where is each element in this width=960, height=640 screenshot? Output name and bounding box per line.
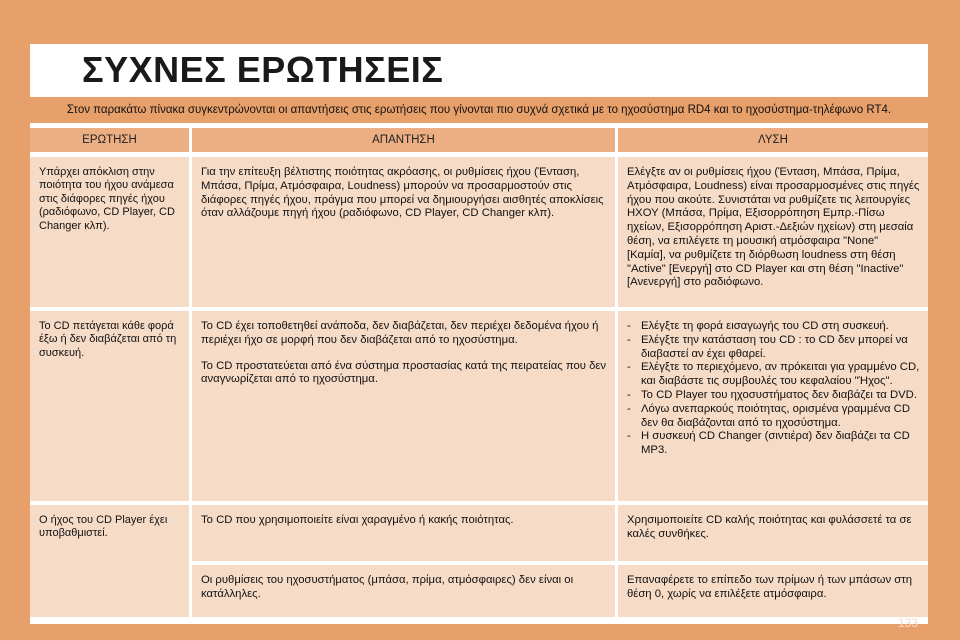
row3-question: [30, 505, 189, 617]
solution-item: - Το CD Player του ηχοσυστήματος δεν διαβάζει τα DVD.: [627, 389, 920, 403]
row2-answer-paragraph-2: Το CD προστατεύεται από ένα σύστημα προστασίας κατά της πειρατείας που δεν αναγνωρίζεται από το ηχοσύστημα.: [201, 359, 607, 386]
solution-item: - Ελέγξτε το περιεχόμενο, αν πρόκειται για γραμμένο CD, και διαβάστε τις συμβουλές του κεφαλαίου "Ήχος".: [627, 361, 920, 389]
row3b-solution-text: Επαναφέρετε το επίπεδο των πρίμων ή των μπάσων στη θέση 0, χωρίς να επιλέξετε ατμόσφαιρα.: [627, 574, 913, 600]
row2-answer: [192, 311, 615, 501]
header-solution: ΛΥΣΗ: [618, 128, 928, 152]
row2-solution: [618, 311, 928, 501]
header-question: ΕΡΩΤΗΣΗ: [30, 128, 189, 152]
row2-question-text: Το CD πετάγεται κάθε φορά έξω ή δεν διαβάζεται από τη συσκευή.: [39, 320, 177, 359]
row3a-solution: [618, 505, 928, 561]
solution-item: - Ελέγξτε τη φορά εισαγωγής του CD στη συσκευή.: [627, 320, 920, 334]
row3b-answer: [192, 565, 615, 617]
row1-question-text: Υπάρχει απόκλιση στην ποιότητα του ήχου ανάμεσα στις διάφορες πηγές ήχου (ραδιόφωνο, CD Player, CD Changer κλπ).: [39, 166, 175, 232]
row1-solution: [618, 157, 928, 307]
row2-answer-paragraph-1: Το CD έχει τοποθετηθεί ανάποδα, δεν διαβάζεται, δεν περιέχει δεδομένα ήχου ή περιέχει ήχο σε μορφή που δεν διαβάζεται από το ηχοσύστημα.: [201, 320, 599, 346]
row3a-answer-text: Το CD που χρησιμοποιείτε είναι χαραγμένο ή κακής ποιότητας.: [201, 514, 514, 526]
page-number: 133: [897, 616, 918, 630]
row3b-solution: [618, 565, 928, 617]
intro-banner: Στον παρακάτω πίνακα συγκεντρώνονται οι απαντήσεις στις ερωτήσεις που γίνονται πιο συχνά σχετικά με το ηχοσύστημα RD4 και το ηχοσύστημα-τηλέφωνο RT4.: [30, 97, 928, 123]
header-answer: ΑΠΑΝΤΗΣΗ: [192, 128, 615, 152]
row2-question: [30, 311, 189, 501]
solution-item: - Ελέγξτε την κατάσταση του CD : το CD δεν μπορεί να διαβαστεί αν έχει φθαρεί.: [627, 334, 920, 362]
row1-solution-text: Ελέγξτε αν οι ρυθμίσεις ήχου (Ένταση, Μπάσα, Πρίμα, Ατμόσφαιρα, Loudness) είναι προσαρμοσμένες στις πηγές ήχου που ακούτε. Συνιστάται να ρυθμίζετε τις λειτουργίες ΗΧΟΥ (Μπάσα, Πρίμα, Εξισορρόπηση Εμπρ.-Πίσω ηχείων, Εξισορρόπηση Αριστ.-Δεξιών ηχείων) στη μεσαία θέση, να επιλέγετε τη μουσική ατμόσφαιρα "None" [Καμία], να ρυθμίζετε τη διόρθωση loudness στη θέση "Active" [Ενεργή] στο CD Player και στη θέση "Inactive" [Ανενεργή] στο ραδιόφωνο.: [627, 166, 920, 289]
row1-answer-text: Για την επίτευξη βέλτιστης ποιότητας ακρόασης, οι ρυθμίσεις ήχου (Ένταση, Μπάσα, Πρίμα, Ατμόσφαιρα, Loudness) μπορούν να προσαρμοστούν στις διάφορες πηγές ήχου, πράγμα που μπορεί να δημιουργήσει αισθητές αποκλίσεις όταν αλλάζουμε πηγή ήχου (ραδιόφωνο, CD Player, CD Changer κλπ).: [201, 166, 604, 220]
row3-question-text: Ο ήχος του CD Player έχει υποβαθμιστεί.: [39, 514, 168, 540]
solution-item: - Λόγω ανεπαρκούς ποιότητας, ορισμένα γραμμένα CD δεν θα διαβάζονται από το ηχοσύστημα.: [627, 403, 920, 431]
solution-item: - Η συσκευή CD Changer (σιντιέρα) δεν διαβάζει τα CD MP3.: [627, 430, 920, 458]
row3a-solution-text: Χρησιμοποιείτε CD καλής ποιότητας και φυλάσσετέ τα σε καλές συνθήκες.: [627, 514, 912, 540]
row1-question: [30, 157, 189, 307]
page-title: ΣΥΧΝΕΣ ΕΡΩΤΗΣΕΙΣ: [82, 49, 444, 90]
row3a-answer: [192, 505, 615, 561]
row1-answer: [192, 157, 615, 307]
row3b-answer-text: Οι ρυθμίσεις του ηχοσυστήματος (μπάσα, πρίμα, ατμόσφαιρες) δεν είναι οι κατάλληλες.: [201, 574, 574, 600]
row2-solution-list: [627, 320, 920, 458]
